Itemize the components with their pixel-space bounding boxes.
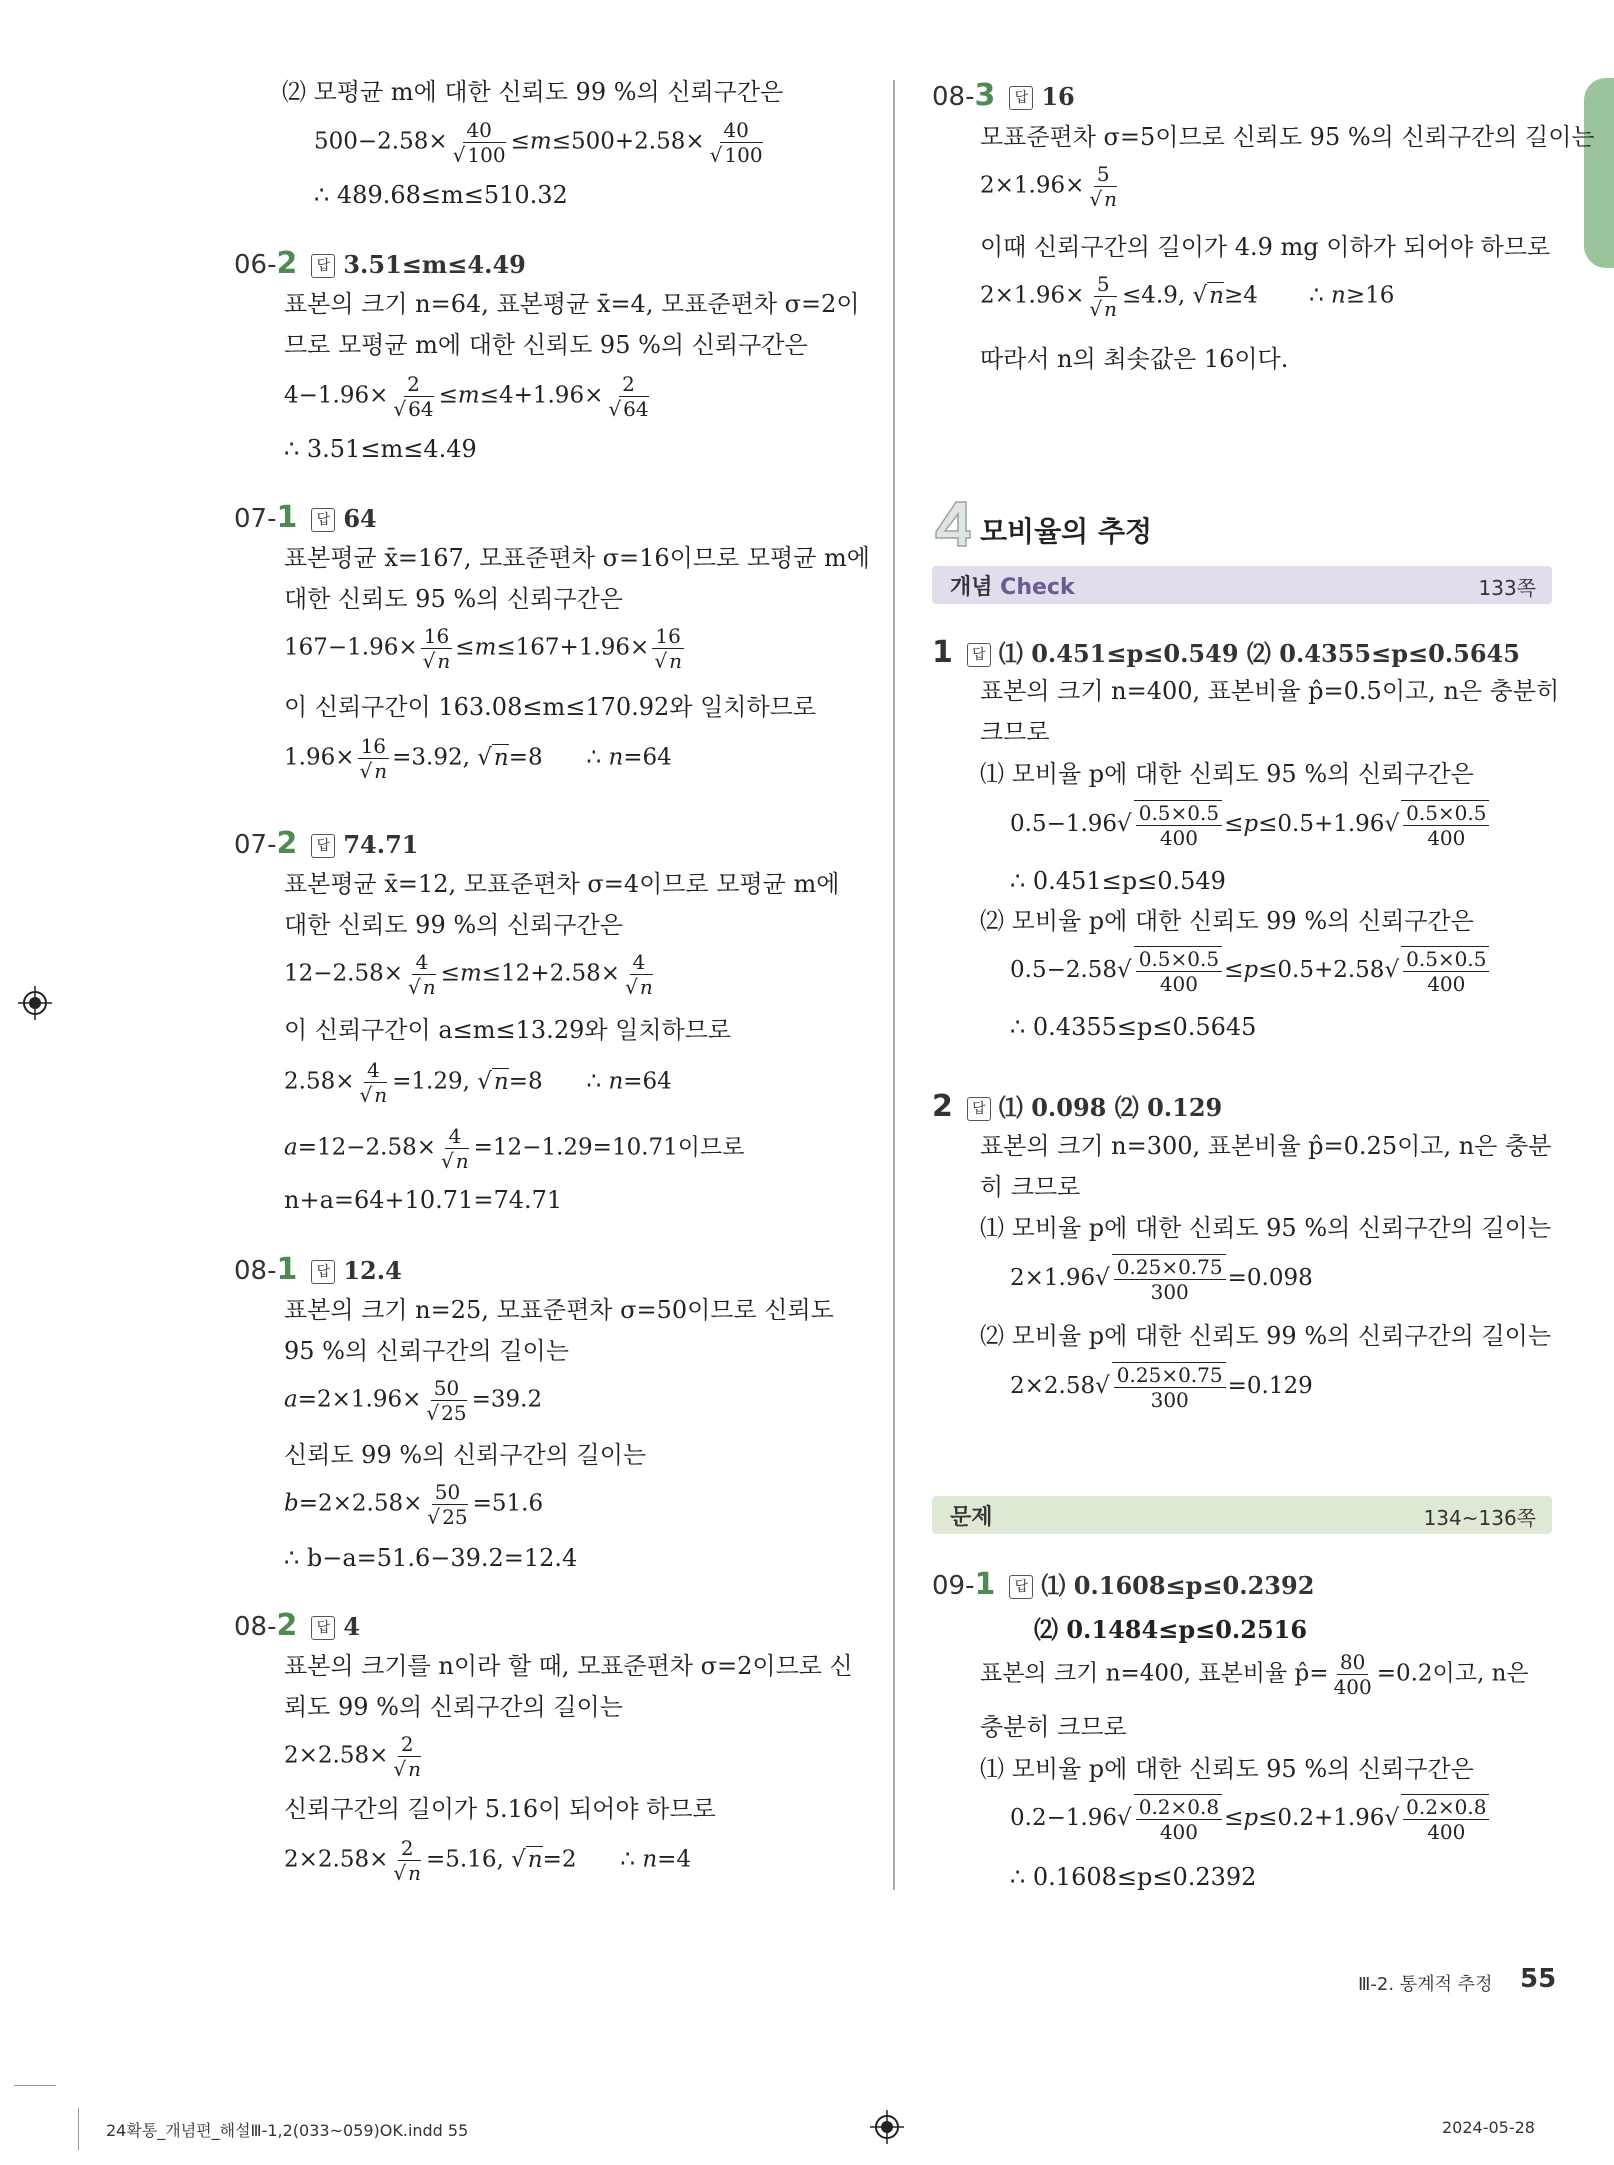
problem-bar-page: 134~136쪽 — [1423, 1506, 1536, 1530]
p07-2-line1: 표본평균 x̄=12, 모표준편차 σ=4이므로 모평균 m에 — [284, 870, 840, 898]
c2-line2: 히 크므로 — [980, 1173, 1081, 1201]
p07-1-formula: 167−1.96× $\frac{16}{√ n}$ ≤m≤167+1.96× $\frac{16}{√ n}$ — [284, 624, 682, 673]
problem-bar-title: 문제 — [950, 1505, 993, 1530]
p08-3-formula2: 2×1.96× $\frac{5}{√ n}$ ≤4.9, √n≥4 ∴ n≥16 — [980, 272, 1395, 321]
c2-line3: ⑴ 모비율 p에 대한 신뢰도 95 %의 신뢰구간의 길이는 — [980, 1214, 1552, 1242]
c1-line2: 크므로 — [980, 718, 1050, 746]
c1-formula2: 0.5−2.58√ $\frac{0.5\times 0.5}{400}$ ≤p≤0.5+2.58√ $\frac{0.5\times 0.5}{400}$ — [1010, 946, 1491, 996]
p07-1-line2: 대한 신뢰도 95 %의 신뢰구간은 — [284, 585, 623, 613]
p08-1-line3: 신뢰도 99 %의 신뢰구간의 길이는 — [284, 1441, 647, 1469]
p09-1-formula: 0.2−1.96√ $\frac{0.2\times 0.8}{400}$ ≤p≤0.2+1.96√ $\frac{0.2\times 0.8}{400}$ — [1010, 1794, 1491, 1844]
p06-2-formula: 4−1.96× $\frac{2}{√ 64}$ ≤m≤4+1.96× $\frac{2}{√ 64}$ — [284, 372, 649, 421]
page-number: 55 — [1520, 1964, 1557, 1994]
c2-formula2: 2×2.58√ $\frac{0.25\times 0.75}{300}$ =0.129 — [1010, 1363, 1313, 1412]
section-title: 모비율의 추정 — [980, 515, 1153, 548]
c2-line4: ⑵ 모비율 p에 대한 신뢰도 99 %의 신뢰구간의 길이는 — [980, 1322, 1552, 1350]
p08-2-line2: 뢰도 99 %의 신뢰구간의 길이는 — [284, 1693, 623, 1721]
p07-2-line2: 대한 신뢰도 99 %의 신뢰구간은 — [284, 911, 623, 939]
registration-mark-icon — [18, 986, 52, 1020]
concept-1-number: 1 답 ⑴ 0.451≤p≤0.549 ⑵ 0.4355≤p≤0.5645 — [932, 635, 1520, 670]
crop-mark-line — [14, 2085, 56, 2086]
p08-3-line3: 따라서 n의 최솟값은 16이다. — [980, 345, 1289, 373]
p08-1-line2: 95 %의 신뢰구간의 길이는 — [284, 1337, 569, 1365]
problem-08-3-number: 08-3 답 16 — [932, 78, 1075, 113]
c1-formula1: 0.5−1.96√ $\frac{0.5\times 0.5}{400}$ ≤p≤0.5+1.96√ $\frac{0.5\times 0.5}{400}$ — [1010, 800, 1491, 850]
footer-file: 24확통_개념편_해설Ⅲ-1,2(033~059)OK.indd 55 — [106, 2121, 469, 2140]
p06-2-line1: 표본의 크기 n=64, 표본평균 x̄=4, 모표준편차 σ=2이 — [284, 290, 860, 318]
p07-2-line4: n+a=64+10.71=74.71 — [284, 1186, 563, 1214]
p08-3-formula: 2×1.96× $\frac{5}{√ n}$ — [980, 162, 1118, 211]
c1-line4: ⑵ 모비율 p에 대한 신뢰도 99 %의 신뢰구간은 — [980, 907, 1474, 935]
p08-2-line3: 신뢰구간의 길이가 5.16이 되어야 하므로 — [284, 1795, 716, 1823]
p07-2-formula: 12−2.58× $\frac{4}{√ n}$ ≤m≤12+2.58× $\frac{4}{√ n}$ — [284, 950, 653, 999]
p08-1-formula: a=2×1.96× $\frac{50}{√ 25}$ =39.2 — [284, 1376, 543, 1425]
p08-3-line2: 이때 신뢰구간의 길이가 4.9 mg 이하가 되어야 하므로 — [980, 233, 1551, 261]
p08-1-result: ∴ b−a=51.6−39.2=12.4 — [284, 1544, 578, 1572]
p09-1-line2: 충분히 크므로 — [980, 1713, 1127, 1741]
p07-2-formula3: a=12−2.58× $\frac{4}{√ n}$ =12−1.29=10.71이므로 — [284, 1124, 745, 1173]
p08-2-formula: 2×2.58× $\frac{2}{√ n}$ — [284, 1732, 422, 1781]
p08-1-line1: 표본의 크기 n=25, 모표준편차 σ=50이므로 신뢰도 — [284, 1296, 834, 1324]
problem-bar — [932, 1496, 1552, 1534]
concept-2-number: 2 답 ⑴ 0.098 ⑵ 0.129 — [932, 1089, 1223, 1124]
problem-06-2-number: 06-2 답 3.51≤m≤4.49 — [234, 246, 526, 281]
p08-2-line1: 표본의 크기를 n이라 할 때, 모표준편차 σ=2이므로 신 — [284, 1652, 853, 1680]
crop-mark-line-vertical — [78, 2108, 79, 2150]
problem-07-1-number: 07-1 답 64 — [234, 500, 377, 535]
p07-2-formula2: 2.58× $\frac{4}{√ n}$ =1.29, √n=8 ∴ n=64 — [284, 1058, 672, 1107]
c1-result1: ∴ 0.451≤p≤0.549 — [1010, 867, 1226, 895]
p08-2-formula2: 2×2.58× $\frac{2}{√ n}$ =5.16, √n=2 ∴ n=4 — [284, 1836, 692, 1885]
p09-1-answer2: ⑵ 0.1484≤p≤0.2516 — [1034, 1615, 1308, 1644]
concept-check-title: 개념 Check — [950, 575, 1075, 600]
problem-08-1-number: 08-1 답 12.4 — [234, 1252, 402, 1287]
footer-date: 2024-05-28 — [1442, 2118, 1535, 2137]
c1-result2: ∴ 0.4355≤p≤0.5645 — [1010, 1013, 1257, 1041]
p07-1-line3: 이 신뢰구간이 163.08≤m≤170.92와 일치하므로 — [284, 693, 817, 721]
c1-line3: ⑴ 모비율 p에 대한 신뢰도 95 %의 신뢰구간은 — [980, 760, 1474, 788]
column-divider — [893, 80, 895, 1890]
p07-1-formula2: 1.96× $\frac{16}{√ n}$ =3.92, √n=8 ∴ n=64 — [284, 734, 672, 783]
problem-09-1-number: 09-1 답 ⑴ 0.1608≤p≤0.2392 — [932, 1567, 1315, 1602]
section-number-icon — [932, 500, 972, 548]
p09-1-line1: 표본의 크기 n=400, 표본비율 p̂= $\frac{80}{400}$ =0.2이고, n은 — [980, 1650, 1529, 1699]
p06-1-part2-line: ⑵ 모평균 m에 대한 신뢰도 99 %의 신뢰구간은 — [282, 78, 784, 106]
c2-formula1: 2×1.96√ $\frac{0.25\times 0.75}{300}$ =0.098 — [1010, 1255, 1313, 1304]
registration-mark-bottom-icon — [870, 2110, 904, 2144]
c1-line1: 표본의 크기 n=400, 표본비율 p̂=0.5이고, n은 충분히 — [980, 677, 1560, 705]
p08-1-formula2: b=2×2.58× $\frac{50}{√ 25}$ =51.6 — [284, 1480, 544, 1529]
p07-2-line3: 이 신뢰구간이 a≤m≤13.29와 일치하므로 — [284, 1016, 732, 1044]
p06-2-line2: 므로 모평균 m에 대한 신뢰도 95 %의 신뢰구간은 — [284, 331, 808, 359]
footer-section: Ⅲ-2. 통계적 추정 — [1358, 1974, 1493, 1995]
side-tab — [1584, 78, 1614, 268]
concept-check-page: 133쪽 — [1478, 576, 1536, 600]
p09-1-result: ∴ 0.1608≤p≤0.2392 — [1010, 1863, 1257, 1891]
c2-line1: 표본의 크기 n=300, 표본비율 p̂=0.25이고, n은 충분 — [980, 1132, 1552, 1160]
p06-2-result: ∴ 3.51≤m≤4.49 — [284, 435, 477, 463]
p08-3-line1: 모표준편차 σ=5이므로 신뢰도 95 %의 신뢰구간의 길이는 — [980, 123, 1595, 151]
p07-1-line1: 표본평균 x̄=167, 모표준편차 σ=16이므로 모평균 m에 — [284, 544, 870, 572]
concept-check-bar — [932, 566, 1552, 604]
problem-07-2-number: 07-2 답 74.71 — [234, 826, 419, 861]
problem-08-2-number: 08-2 답 4 — [234, 1608, 361, 1643]
p06-1-formula: 500−2.58× $\frac{40}{√ 100}$ ≤m≤500+2.58× $\frac{40}{√ 100}$ — [314, 118, 763, 167]
p09-1-line3: ⑴ 모비율 p에 대한 신뢰도 95 %의 신뢰구간은 — [980, 1755, 1474, 1783]
p06-1-result: ∴ 489.68≤m≤510.32 — [314, 181, 568, 209]
